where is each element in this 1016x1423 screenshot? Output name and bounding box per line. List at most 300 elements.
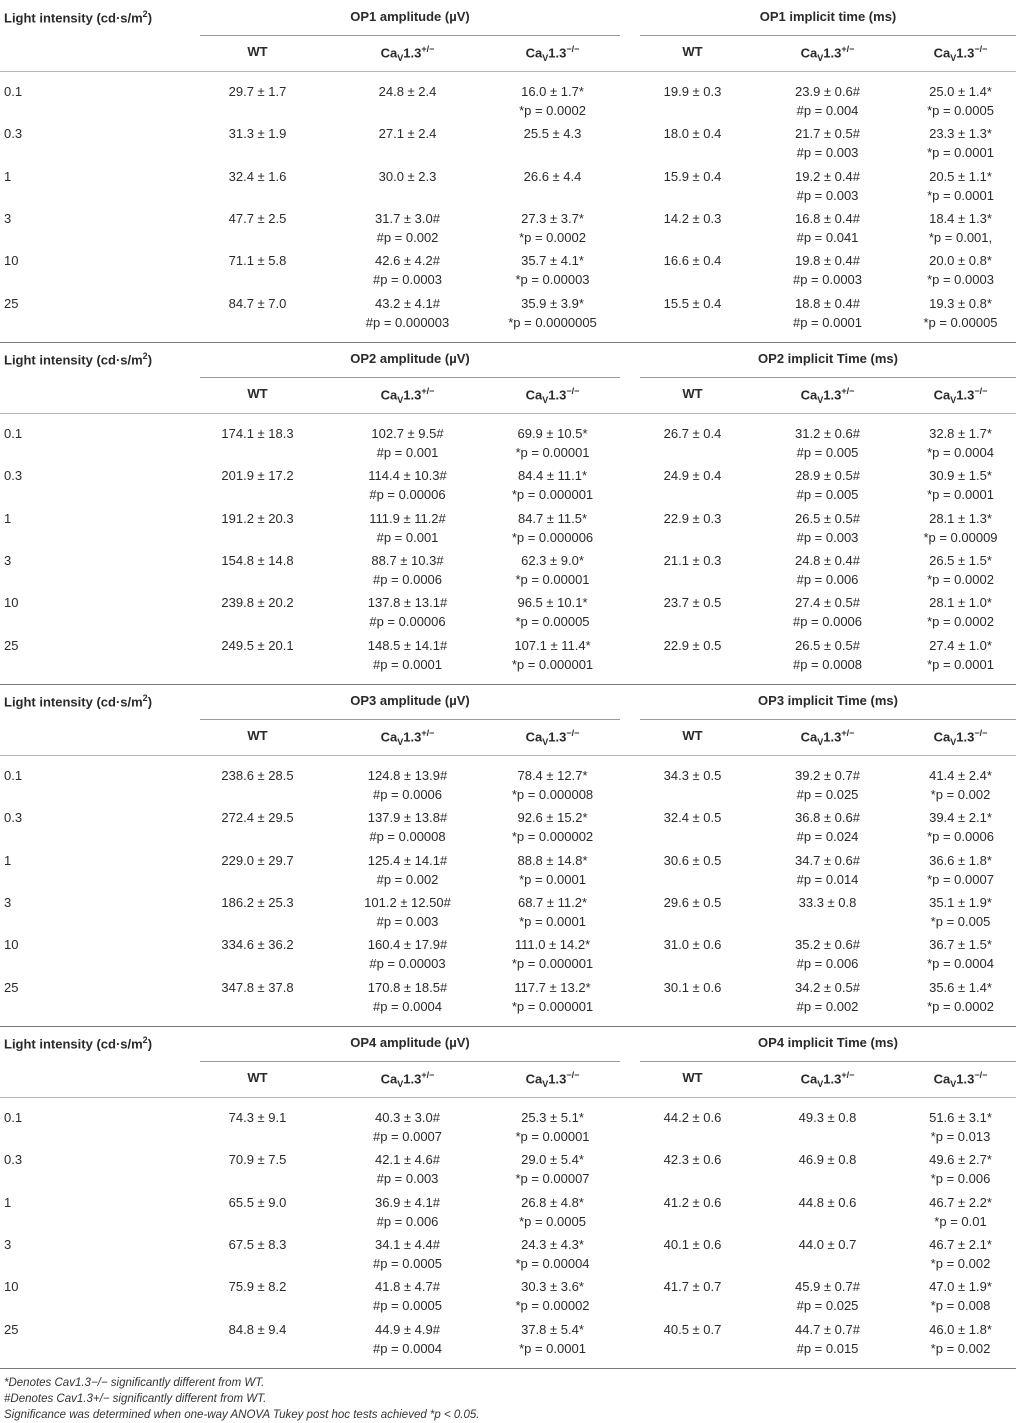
value-text: 114.4 ± 10.3#	[368, 468, 447, 484]
p-value-text: *p = 0.001,	[928, 229, 993, 245]
value-text: 174.1 ± 18.3	[221, 426, 294, 441]
value-text: 10	[4, 253, 19, 269]
col-ko-implicit: $Ca_V1.3^{-/-}$	[933, 386, 988, 405]
het-amplitude-cell	[345, 551, 470, 589]
p-value-text: #p = 0.0006	[372, 787, 443, 802]
value-text: 15.5 ± 0.4	[663, 295, 722, 311]
p-value-text: #p = 0.014	[796, 871, 859, 887]
ko-implicit-cell	[905, 1193, 1016, 1231]
section-op4	[0, 1026, 1016, 1368]
value-text: 239.8 ± 20.2	[221, 595, 294, 611]
value-text: 30.3 ± 3.6*	[521, 1279, 584, 1295]
ko-implicit-cell	[905, 551, 1016, 589]
footnote-ko: *Denotes Cav1.3−/− significantly different from WT.	[4, 1377, 265, 1389]
implicit-time-group-header: OP3 implicit Time (ms)	[758, 693, 898, 708]
ko-amplitude-cell	[490, 466, 615, 504]
p-value-text: *p = 0.00007	[515, 1171, 590, 1187]
intensity-cell	[4, 82, 22, 101]
ko-implicit-cell	[905, 209, 1016, 247]
value-text: 0.1	[4, 768, 23, 783]
p-value-text: #p = 0.002	[376, 229, 439, 245]
value-text: 25	[4, 637, 19, 653]
value-text: 46.7 ± 2.1*	[929, 1236, 992, 1252]
value-text: 170.8 ± 18.5#	[367, 979, 448, 995]
p-value-text: #p = 0.025	[796, 787, 859, 802]
value-text: 111.0 ± 14.2*	[514, 937, 591, 953]
p-value-text: #p = 0.005	[796, 487, 859, 503]
table-row	[0, 167, 1016, 209]
p-value-text: #p = 0.00008	[369, 829, 446, 845]
wt-implicit-cell	[640, 1235, 745, 1254]
value-text: 41.2 ± 0.6	[663, 1194, 722, 1210]
het-implicit-cell	[765, 978, 890, 1016]
wt-amplitude-cell	[200, 251, 315, 270]
wt-amplitude-cell	[200, 509, 315, 528]
table-row	[0, 1193, 1016, 1235]
value-text: 0.1	[4, 1110, 23, 1125]
p-value-text: *p = 0.0001	[927, 656, 994, 672]
col-wt-implicit: WT	[682, 386, 703, 401]
p-value-text: #p = 0.0006	[372, 571, 443, 587]
value-text: 24.8 ± 2.4	[378, 84, 437, 99]
col-het-implicit: $Ca_V1.3^{+/-}$	[800, 386, 855, 405]
p-value-text: *p = 0.0001	[927, 145, 994, 161]
p-value-text: #p = 0.003	[376, 1171, 439, 1187]
value-text: 43.2 ± 4.1#	[375, 295, 440, 311]
value-text: 18.0 ± 0.4	[663, 126, 722, 142]
p-value-text: #p = 0.0004	[372, 1340, 443, 1356]
value-text: 34.3 ± 0.5	[663, 768, 722, 783]
intensity-cell	[4, 978, 18, 997]
ko-amplitude-cell	[490, 1320, 615, 1358]
value-text: 101.2 ± 12.50#	[364, 894, 451, 910]
value-text: 40.5 ± 0.7	[663, 1321, 722, 1337]
p-value-text: *p = 0.000006	[511, 529, 594, 545]
intensity-cell	[4, 294, 18, 313]
col-wt-amplitude: WT	[247, 386, 268, 401]
wt-implicit-cell	[640, 1150, 745, 1169]
value-text: 125.4 ± 14.1#	[367, 852, 448, 868]
p-value-text: #p = 0.002	[376, 871, 439, 887]
value-text: 191.2 ± 20.3	[221, 510, 294, 526]
ko-implicit-cell	[905, 424, 1016, 462]
amplitude-header-rule	[200, 1061, 620, 1062]
value-text: 33.3 ± 0.8	[798, 894, 857, 910]
het-implicit-cell	[765, 808, 890, 846]
table-row	[0, 893, 1016, 935]
value-text: 1	[4, 510, 12, 526]
light-intensity-header: Light intensity $(cd\cdot s/m^2)$	[4, 1035, 153, 1052]
p-value-text: *p = 0.0004	[927, 956, 994, 972]
p-value-text: *p = 0.00005	[515, 614, 590, 630]
value-text: 0.3	[4, 468, 23, 484]
section-top-rule	[0, 684, 1016, 685]
ko-amplitude-cell	[490, 935, 615, 973]
p-value-text: #p = 0.004	[796, 103, 859, 118]
value-text: 35.6 ± 1.4*	[929, 979, 992, 995]
value-text: 32.8 ± 1.7*	[929, 426, 992, 441]
value-text: 92.6 ± 15.2*	[517, 810, 588, 826]
wt-implicit-cell	[640, 1193, 745, 1212]
value-text: 29.6 ± 0.5	[663, 894, 722, 910]
value-text: 124.8 ± 13.9#	[367, 768, 448, 783]
wt-amplitude-cell	[200, 551, 315, 570]
value-text: 25	[4, 295, 19, 311]
value-text: 84.7 ± 11.5*	[517, 510, 588, 526]
p-value-text: *p = 0.00001	[515, 1129, 590, 1144]
implicit-time-group-header: OP4 implicit Time (ms)	[758, 1035, 898, 1050]
value-text: 84.7 ± 7.0	[228, 295, 287, 311]
het-amplitude-cell	[345, 1150, 470, 1188]
value-text: 1	[4, 168, 12, 184]
intensity-cell	[4, 893, 11, 912]
intensity-cell	[4, 1277, 18, 1296]
value-text: 10	[4, 595, 19, 611]
value-text: 26.5 ± 1.5*	[929, 552, 992, 568]
value-text: 35.1 ± 1.9*	[929, 894, 992, 910]
p-value-text: #p = 0.00006	[369, 614, 446, 630]
het-amplitude-cell	[345, 593, 470, 631]
het-implicit-cell	[765, 551, 890, 589]
value-text: 117.7 ± 13.2*	[514, 979, 591, 995]
implicit-header-rule	[640, 35, 1016, 36]
wt-implicit-cell	[640, 808, 745, 827]
p-value-text: #p = 0.0005	[372, 1298, 443, 1314]
value-text: 31.3 ± 1.9	[228, 126, 287, 142]
value-text: 51.6 ± 3.1*	[929, 1110, 992, 1125]
p-value-text: #p = 0.001	[376, 445, 439, 460]
het-amplitude-cell	[345, 935, 470, 973]
section-op1	[0, 0, 1016, 342]
value-text: 0.1	[4, 84, 23, 99]
wt-implicit-cell	[640, 593, 745, 612]
value-text: 19.9 ± 0.3	[663, 84, 722, 99]
p-value-text: *p = 0.0002	[927, 998, 994, 1014]
het-amplitude-cell	[345, 1235, 470, 1273]
het-amplitude-cell	[345, 766, 470, 804]
table-row	[0, 209, 1016, 251]
value-text: 1	[4, 852, 12, 868]
wt-amplitude-cell	[200, 1235, 315, 1254]
ko-amplitude-cell	[490, 209, 615, 247]
wt-implicit-cell	[640, 636, 745, 655]
het-amplitude-cell	[345, 124, 470, 143]
het-implicit-cell	[765, 766, 890, 804]
value-text: 29.7 ± 1.7	[228, 84, 287, 99]
value-text: 49.3 ± 0.8	[798, 1110, 857, 1125]
p-value-text: *p = 0.00005	[923, 314, 998, 330]
het-amplitude-cell	[345, 978, 470, 1016]
p-value-text: #p = 0.003	[796, 145, 859, 161]
het-amplitude-cell	[345, 1277, 470, 1315]
p-value-text: #p = 0.005	[796, 445, 859, 460]
amplitude-group-header: OP1 amplitude (µV)	[350, 9, 470, 24]
value-text: 10	[4, 937, 19, 953]
table-row	[0, 808, 1016, 850]
table-row	[0, 1150, 1016, 1192]
value-text: 25.5 ± 4.3	[523, 126, 582, 142]
p-value-text: #p = 0.002	[796, 998, 859, 1014]
het-implicit-cell	[765, 1277, 890, 1315]
col-ko-amplitude: $Ca_V1.3^{-/-}$	[525, 1070, 580, 1089]
ko-implicit-cell	[905, 167, 1016, 205]
value-text: 0.3	[4, 810, 23, 826]
value-text: 75.9 ± 8.2	[228, 1279, 287, 1295]
value-text: 20.0 ± 0.8*	[929, 253, 992, 269]
value-text: 36.8 ± 0.6#	[795, 810, 860, 826]
wt-implicit-cell	[640, 124, 745, 143]
col-ko-implicit: $Ca_V1.3^{-/-}$	[933, 728, 988, 747]
value-text: 69.9 ± 10.5*	[517, 426, 588, 441]
footnote-het: #Denotes Cav1.3+/− significantly different from WT.	[4, 1393, 267, 1405]
value-text: 28.1 ± 1.0*	[929, 595, 992, 611]
light-intensity-header: Light intensity $(cd\cdot s/m^2)$	[4, 351, 153, 368]
value-text: 160.4 ± 17.9#	[367, 937, 448, 953]
value-text: 27.1 ± 2.4	[378, 126, 437, 142]
wt-implicit-cell	[640, 978, 745, 997]
value-text: 35.7 ± 4.1*	[521, 253, 584, 269]
p-value-text: *p = 0.00004	[515, 1255, 590, 1271]
wt-implicit-cell	[640, 167, 745, 186]
het-implicit-cell	[765, 294, 890, 332]
implicit-time-group-header: OP2 implicit Time (ms)	[758, 351, 898, 366]
wt-amplitude-cell	[200, 294, 315, 313]
p-value-text: *p = 0.00001	[515, 445, 590, 460]
ko-implicit-cell	[905, 124, 1016, 162]
p-value-text: *p = 0.000001	[511, 487, 594, 503]
value-text: 35.9 ± 3.9*	[521, 295, 584, 311]
value-text: 88.8 ± 14.8*	[517, 852, 588, 868]
het-amplitude-cell	[345, 466, 470, 504]
het-implicit-cell	[765, 466, 890, 504]
value-text: 201.9 ± 17.2	[221, 468, 294, 484]
value-text: 19.8 ± 0.4#	[795, 253, 860, 269]
value-text: 34.2 ± 0.5#	[795, 979, 860, 995]
wt-amplitude-cell	[200, 978, 315, 997]
p-value-text: *p = 0.0005	[927, 103, 994, 118]
value-text: 249.5 ± 20.1	[221, 637, 294, 653]
het-amplitude-cell	[345, 851, 470, 889]
value-text: 28.9 ± 0.5#	[795, 468, 860, 484]
value-text: 41.8 ± 4.7#	[375, 1279, 440, 1295]
table-row	[0, 509, 1016, 551]
intensity-cell	[4, 851, 11, 870]
ko-amplitude-cell	[490, 1193, 615, 1231]
value-text: 0.3	[4, 1152, 23, 1168]
table-footnotes	[4, 1375, 480, 1423]
het-amplitude-cell	[345, 1193, 470, 1231]
value-text: 16.8 ± 0.4#	[795, 210, 860, 226]
p-value-text: #p = 0.041	[796, 229, 859, 245]
col-het-implicit: $Ca_V1.3^{+/-}$	[800, 1070, 855, 1089]
wt-implicit-cell	[640, 251, 745, 270]
het-amplitude-cell	[345, 294, 470, 332]
value-text: 14.2 ± 0.3	[663, 210, 722, 226]
wt-implicit-cell	[640, 424, 745, 443]
value-text: 27.4 ± 0.5#	[795, 595, 860, 611]
ko-implicit-cell	[905, 851, 1016, 889]
value-text: 42.1 ± 4.6#	[375, 1152, 440, 1168]
value-text: 30.6 ± 0.5	[663, 852, 722, 868]
wt-amplitude-cell	[200, 935, 315, 954]
value-text: 19.2 ± 0.4#	[795, 168, 860, 184]
value-text: 154.8 ± 14.8	[221, 552, 294, 568]
p-value-text: *p = 0.000001	[511, 956, 594, 972]
value-text: 137.9 ± 13.8#	[367, 810, 448, 826]
p-value-text: *p = 0.000008	[511, 787, 594, 802]
value-text: 1	[4, 1194, 12, 1210]
ko-implicit-cell	[905, 82, 1016, 120]
value-text: 45.9 ± 0.7#	[795, 1279, 860, 1295]
value-text: 21.7 ± 0.5#	[795, 126, 860, 142]
wt-amplitude-cell	[200, 593, 315, 612]
ko-amplitude-cell	[490, 124, 615, 143]
ko-amplitude-cell	[490, 808, 615, 846]
wt-implicit-cell	[640, 1108, 745, 1127]
wt-amplitude-cell	[200, 82, 315, 101]
het-amplitude-cell	[345, 808, 470, 846]
intensity-cell	[4, 424, 22, 443]
value-text: 16.6 ± 0.4	[663, 253, 722, 269]
header-bottom-rule	[0, 413, 1016, 414]
value-text: 18.8 ± 0.4#	[795, 295, 860, 311]
col-ko-amplitude: $Ca_V1.3^{-/-}$	[525, 386, 580, 405]
het-amplitude-cell	[345, 509, 470, 547]
value-text: 46.7 ± 2.2*	[929, 1194, 992, 1210]
value-text: 62.3 ± 9.0*	[521, 552, 584, 568]
value-text: 3	[4, 1236, 12, 1252]
p-value-text: *p = 0.0001	[927, 487, 994, 503]
value-text: 0.1	[4, 426, 23, 441]
wt-amplitude-cell	[200, 1320, 315, 1339]
ko-implicit-cell	[905, 593, 1016, 631]
intensity-cell	[4, 1320, 18, 1339]
het-implicit-cell	[765, 209, 890, 247]
p-value-text: *p = 0.002	[930, 1340, 991, 1356]
value-text: 88.7 ± 10.3#	[371, 552, 444, 568]
wt-amplitude-cell	[200, 1277, 315, 1296]
table-row	[0, 124, 1016, 166]
p-value-text: *p = 0.0004	[927, 445, 994, 460]
ko-implicit-cell	[905, 1277, 1016, 1315]
section-op2	[0, 342, 1016, 684]
ko-amplitude-cell	[490, 167, 615, 186]
amplitude-group-header: OP4 amplitude (µV)	[350, 1035, 470, 1050]
value-text: 84.4 ± 11.1*	[517, 468, 588, 484]
p-value-text: *p = 0.000001	[511, 998, 594, 1014]
value-text: 42.3 ± 0.6	[663, 1152, 722, 1168]
value-text: 137.8 ± 13.1#	[367, 595, 448, 611]
het-amplitude-cell	[345, 1320, 470, 1358]
p-value-text: #p = 0.00006	[369, 487, 446, 503]
wt-implicit-cell	[640, 1277, 745, 1296]
wt-amplitude-cell	[200, 1108, 315, 1127]
p-value-text: *p = 0.0002	[519, 103, 586, 118]
wt-implicit-cell	[640, 935, 745, 954]
wt-amplitude-cell	[200, 466, 315, 485]
ko-amplitude-cell	[490, 294, 615, 332]
p-value-text: *p = 0.0001	[927, 187, 994, 203]
value-text: 26.5 ± 0.5#	[795, 510, 860, 526]
value-text: 20.5 ± 1.1*	[929, 168, 992, 184]
wt-amplitude-cell	[200, 893, 315, 912]
p-value-text: *p = 0.0001	[519, 1340, 586, 1356]
het-implicit-cell	[765, 251, 890, 289]
value-text: 25.0 ± 1.4*	[929, 84, 992, 99]
value-text: 47.7 ± 2.5	[228, 210, 287, 226]
het-implicit-cell	[765, 935, 890, 973]
value-text: 40.1 ± 0.6	[663, 1236, 722, 1252]
wt-implicit-cell	[640, 209, 745, 228]
intensity-cell	[4, 124, 22, 143]
intensity-cell	[4, 167, 11, 186]
ko-implicit-cell	[905, 1108, 1016, 1146]
wt-amplitude-cell	[200, 167, 315, 186]
light-intensity-header: Light intensity $(cd\cdot s/m^2)$	[4, 693, 153, 710]
value-text: 96.5 ± 10.1*	[517, 595, 588, 611]
het-amplitude-cell	[345, 1108, 470, 1146]
wt-implicit-cell	[640, 82, 745, 101]
intensity-cell	[4, 593, 18, 612]
p-value-text: *p = 0.005	[930, 913, 991, 929]
value-text: 44.2 ± 0.6	[663, 1110, 722, 1125]
amplitude-group-header: OP2 amplitude (µV)	[350, 351, 470, 366]
value-text: 24.8 ± 0.4#	[795, 552, 860, 568]
ko-implicit-cell	[905, 978, 1016, 1016]
p-value-text: *p = 0.0002	[519, 229, 586, 245]
table-row	[0, 636, 1016, 678]
value-text: 32.4 ± 1.6	[228, 168, 287, 184]
value-text: 25	[4, 1321, 19, 1337]
value-text: 347.8 ± 37.8	[221, 979, 294, 995]
section-top-rule	[0, 1026, 1016, 1027]
p-value-text: *p = 0.0002	[927, 614, 994, 630]
table-row	[0, 551, 1016, 593]
value-text: 23.3 ± 1.3*	[929, 126, 992, 142]
p-value-text: *p = 0.006	[930, 1171, 991, 1187]
wt-implicit-cell	[640, 1320, 745, 1339]
value-text: 65.5 ± 9.0	[228, 1194, 287, 1210]
intensity-cell	[4, 209, 11, 228]
ko-amplitude-cell	[490, 551, 615, 589]
p-value-text: #p = 0.0001	[792, 314, 863, 330]
value-text: 24.9 ± 0.4	[663, 468, 722, 484]
value-text: 26.8 ± 4.8*	[521, 1194, 584, 1210]
value-text: 44.9 ± 4.9#	[375, 1321, 440, 1337]
p-value-text: #p = 0.000003	[365, 314, 450, 330]
p-value-text: *p = 0.0000005	[508, 314, 597, 330]
value-text: 67.5 ± 8.3	[228, 1236, 287, 1252]
wt-implicit-cell	[640, 551, 745, 570]
value-text: 26.6 ± 4.4	[523, 168, 582, 184]
ko-amplitude-cell	[490, 851, 615, 889]
ko-amplitude-cell	[490, 1108, 615, 1146]
ko-implicit-cell	[905, 1150, 1016, 1188]
value-text: 22.9 ± 0.5	[663, 637, 722, 653]
value-text: 39.2 ± 0.7#	[795, 768, 860, 783]
section-top-rule	[0, 342, 1016, 343]
value-text: 31.2 ± 0.6#	[795, 426, 860, 441]
col-wt-amplitude: WT	[247, 728, 268, 743]
header-bottom-rule	[0, 71, 1016, 72]
p-value-text: #p = 0.0001	[372, 656, 443, 672]
wt-implicit-cell	[640, 766, 745, 785]
wt-implicit-cell	[640, 294, 745, 313]
value-text: 18.4 ± 1.3*	[929, 210, 992, 226]
intensity-cell	[4, 1235, 11, 1254]
het-implicit-cell	[765, 167, 890, 205]
het-amplitude-cell	[345, 636, 470, 674]
